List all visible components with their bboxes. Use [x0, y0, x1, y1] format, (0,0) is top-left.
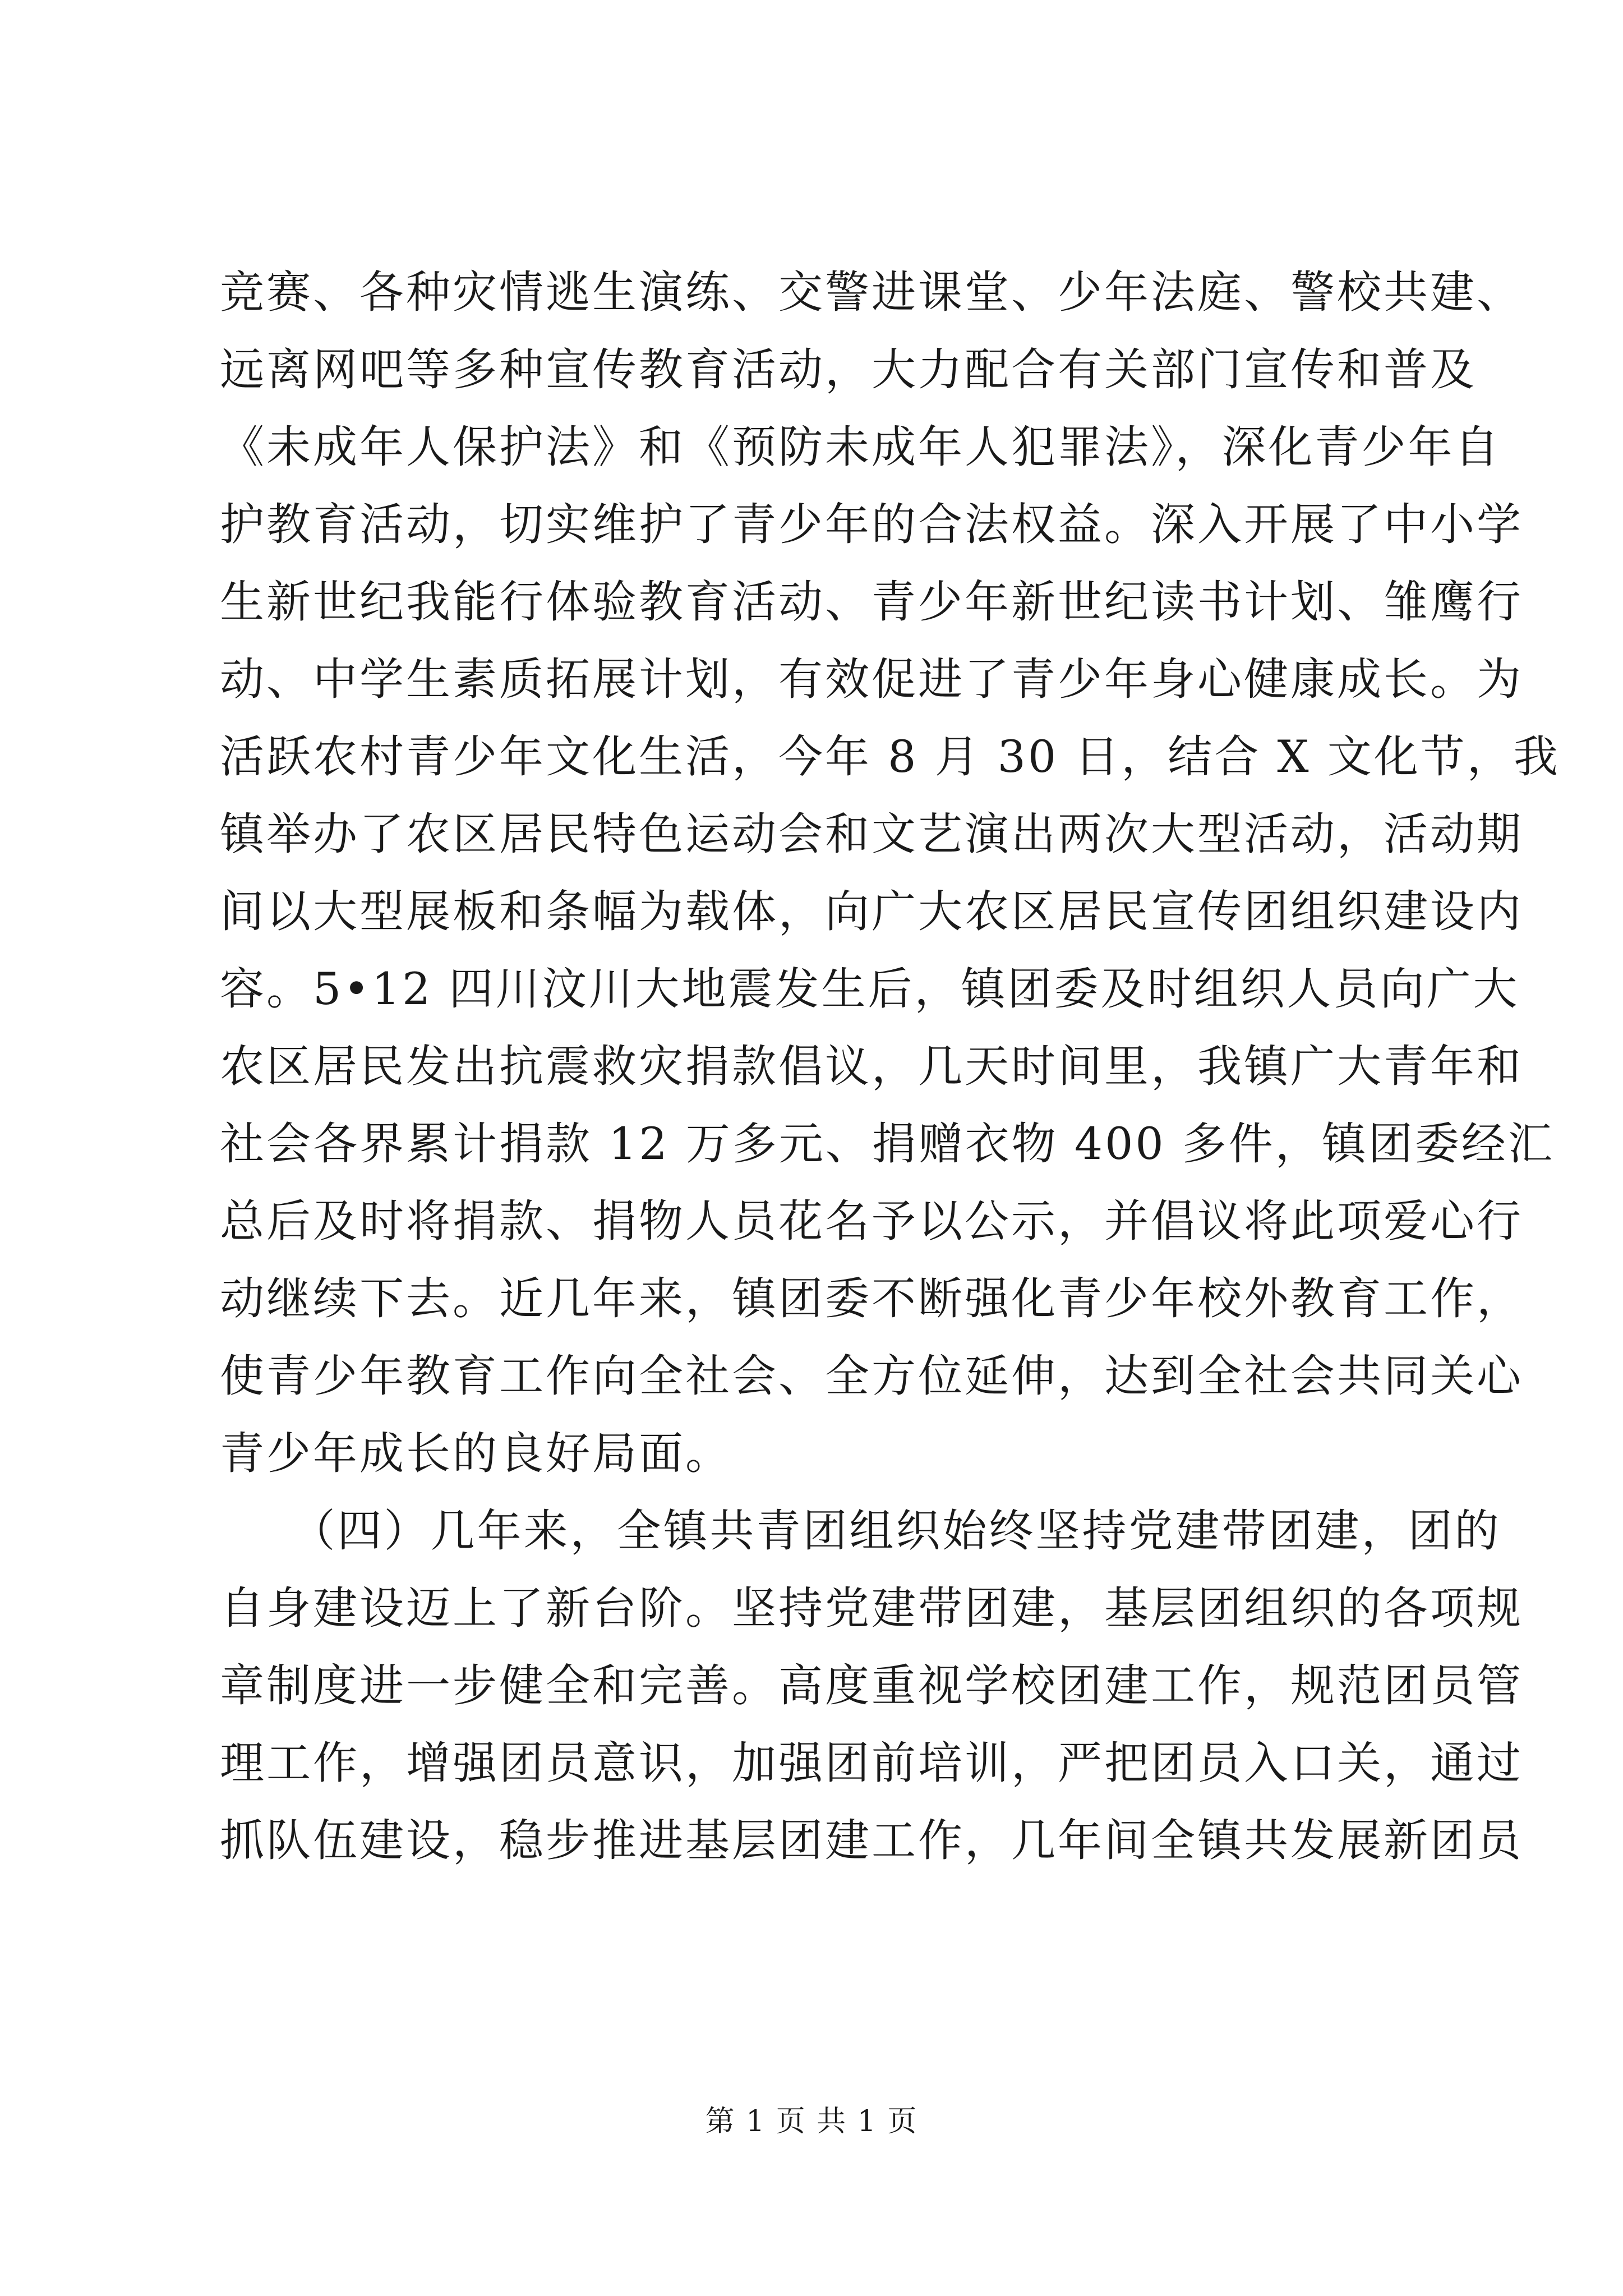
text-line: 章制度进一步健全和完善。高度重视学校团建工作，规范团员管: [220, 1660, 1523, 1711]
text-line: 竞赛、各种灾情逃生演练、交警进课堂、少年法庭、警校共建、: [220, 266, 1523, 318]
text-line: （四）几年来，全镇共青团组织始终坚持党建带团建，团的: [220, 1505, 1501, 1557]
text-line: 动继续下去。近几年来，镇团委不断强化青少年校外教育工作，: [220, 1273, 1523, 1324]
body-text: [220, 254, 1560, 1879]
text-line: 生新世纪我能行体验教育活动、青少年新世纪读书计划、雏鹰行: [220, 576, 1523, 628]
text-line: 远离网吧等多种宣传教育活动，大力配合有关部门宣传和普及: [220, 344, 1477, 395]
text-line: 动、中学生素质拓展计划，有效促进了青少年身心健康成长。为: [220, 654, 1523, 705]
text-line: 间以大型展板和条幅为载体，向广大农区居民宣传团组织建设内: [220, 886, 1523, 937]
text-line: 《未成年人保护法》和《预防未成年人犯罪法》，深化青少年自: [220, 421, 1501, 473]
text-line: 活跃农村青少年文化生活，今年 8 月 30 日，结合 X 文化节，我: [220, 731, 1560, 783]
page-number: 第 1 页 共 1 页: [705, 2105, 918, 2138]
text-line: 使青少年教育工作向全社会、全方位延伸，达到全社会共同关心: [220, 1350, 1523, 1402]
text-line: 容。5•12 四川汶川大地震发生后，镇团委及时组织人员向广大: [220, 963, 1520, 1015]
text-line: 抓队伍建设，稳步推进基层团建工作，几年间全镇共发展新团员: [220, 1815, 1523, 1866]
text-line: 总后及时将捐款、捐物人员花名予以公示，并倡议将此项爱心行: [220, 1195, 1523, 1247]
text-line: 社会各界累计捐款 12 万多元、捐赠衣物 400 多件，镇团委经汇: [220, 1118, 1555, 1170]
text-line: 农区居民发出抗震救灾捐款倡议，几天时间里，我镇广大青年和: [220, 1041, 1523, 1092]
text-line: 护教育活动，切实维护了青少年的合法权益。深入开展了中小学: [220, 499, 1523, 550]
page-footer: [0, 2099, 1623, 2144]
text-line: 镇举办了农区居民特色运动会和文艺演出两次大型活动，活动期: [220, 808, 1523, 860]
text-line: 自身建设迈上了新台阶。坚持党建带团建，基层团组织的各项规: [220, 1582, 1523, 1634]
text-line: 青少年成长的良好局面。: [220, 1428, 732, 1479]
text-line: 理工作，增强团员意识，加强团前培训，严把团员入口关，通过: [220, 1737, 1523, 1789]
